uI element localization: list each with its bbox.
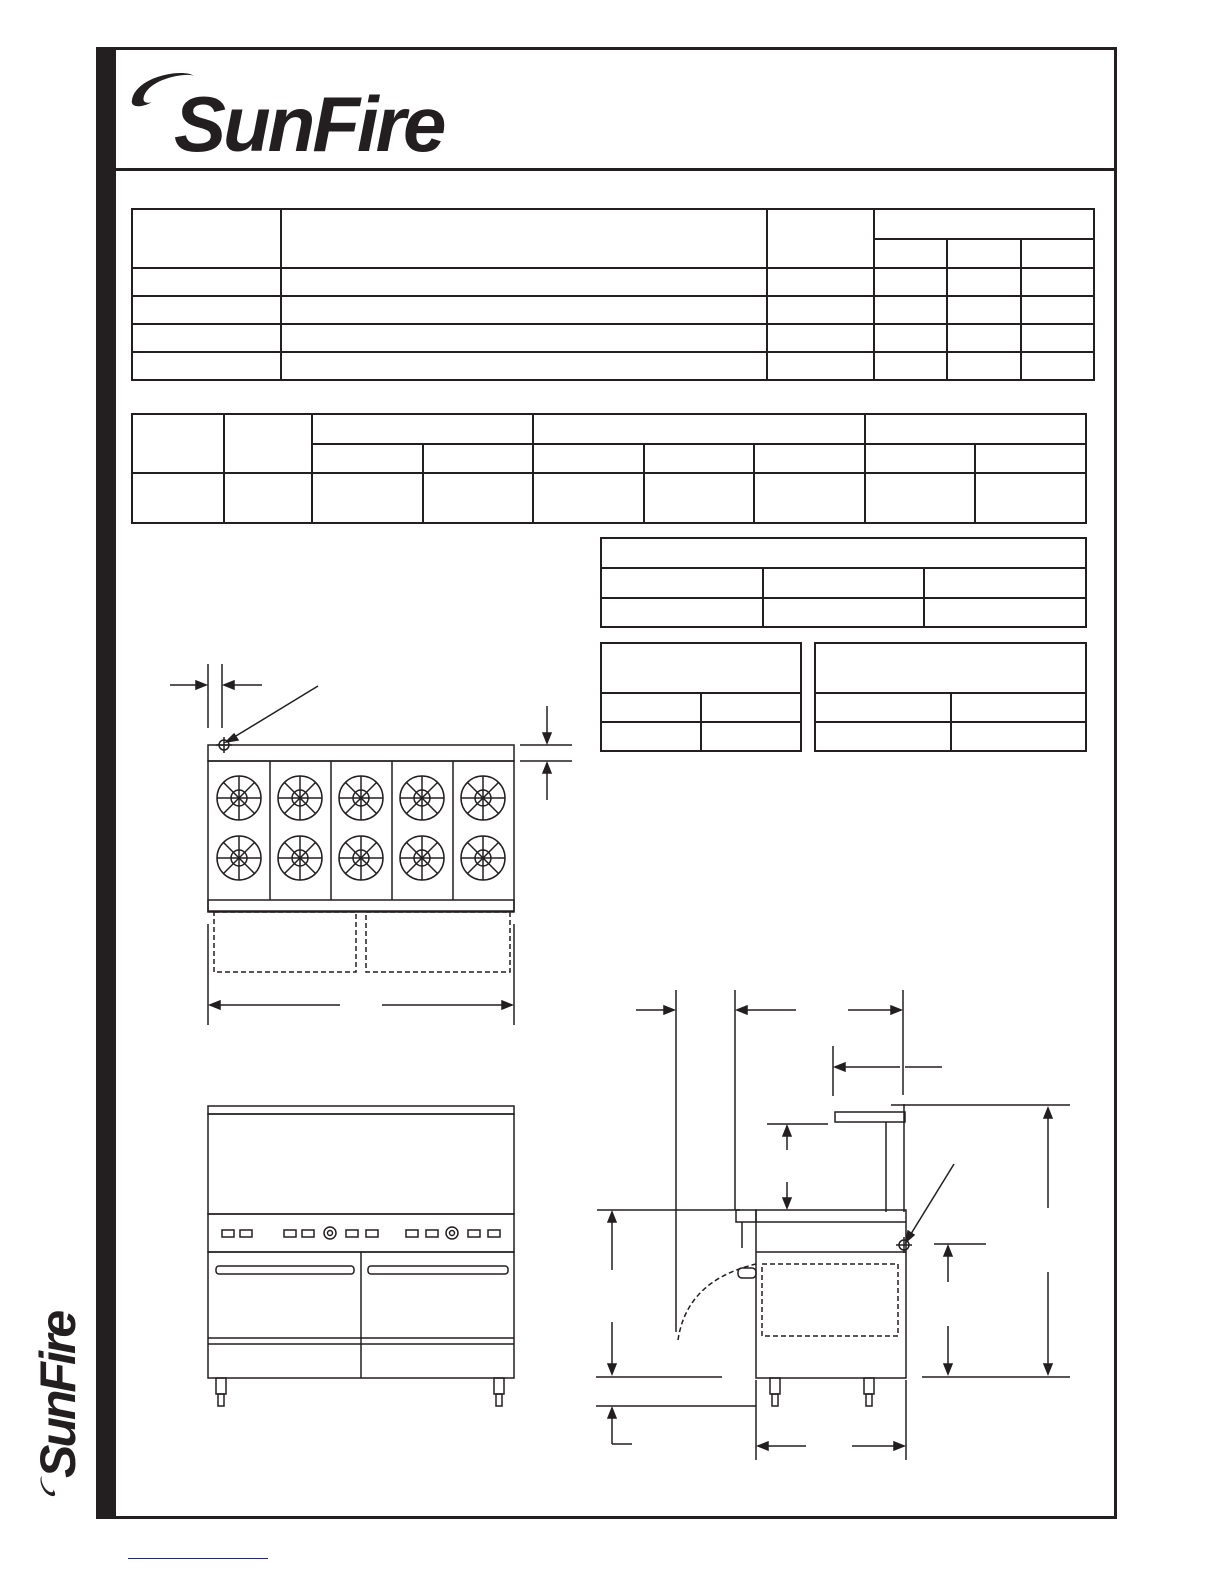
table-row [601,598,1086,627]
table-row [601,722,801,751]
burner-icon [278,836,322,880]
model-table [131,208,1095,381]
side-swoosh-icon [36,1474,60,1498]
table-row [815,693,1086,722]
header-rule [116,168,1117,171]
table-row [601,568,1086,598]
table-row [601,693,801,722]
clearance-table [600,537,1087,628]
side-brand-name: SunFire [30,1312,86,1478]
control-knob-icon [468,1230,480,1237]
btu-header-cell [767,209,874,268]
clearance-header-cell [601,538,1086,568]
burner-icon [339,836,383,880]
table-row [132,324,1094,352]
burner-icon [461,836,505,880]
control-knob-icon [426,1230,438,1237]
group-header-cell [874,209,1094,239]
sub-header-cell [874,239,947,268]
burner-icon [278,776,322,820]
control-knob-icon [222,1230,234,1237]
footer-link-underline[interactable] [128,1558,268,1559]
table-row [815,722,1086,751]
front-view-drawing [200,1100,520,1410]
small-table-header [815,643,1086,693]
control-knob-icon [488,1230,500,1237]
burner-icon [217,836,261,880]
control-knob-icon [346,1230,358,1237]
gas-group-header [533,414,865,444]
oven-dial-icon [324,1227,336,1239]
header-logo [128,62,458,166]
burner-icon [400,776,444,820]
right-small-table [814,642,1087,752]
left-small-table [600,642,802,752]
side-logo [30,1312,90,1498]
burner-icon [339,776,383,820]
burner-icon [217,776,261,820]
model-header-cell [132,209,281,268]
control-knob-icon [302,1230,314,1237]
gas-header-cell [132,414,224,473]
sub-header-cell [947,239,1020,268]
side-bar [96,47,116,1519]
gas-group-header [865,414,1086,444]
burner-icon [400,836,444,880]
header-brand-name: SunFire [174,80,444,168]
table-row [132,473,1086,523]
side-view-drawing [590,985,1080,1465]
gas-group-header [312,414,533,444]
control-knob-icon [240,1230,252,1237]
burner-icon [461,776,505,820]
top-view-drawing [160,660,580,1030]
table-row [132,352,1094,380]
description-header-cell [281,209,767,268]
sub-header-cell [1021,239,1094,268]
control-knob-icon [366,1230,378,1237]
oven-dial-icon [446,1227,458,1239]
control-knob-icon [284,1230,296,1237]
small-table-header [601,643,801,693]
gas-header-cell [224,414,312,473]
table-row [132,268,1094,296]
gas-table [131,413,1087,524]
control-knob-icon [406,1230,418,1237]
table-row [132,296,1094,324]
